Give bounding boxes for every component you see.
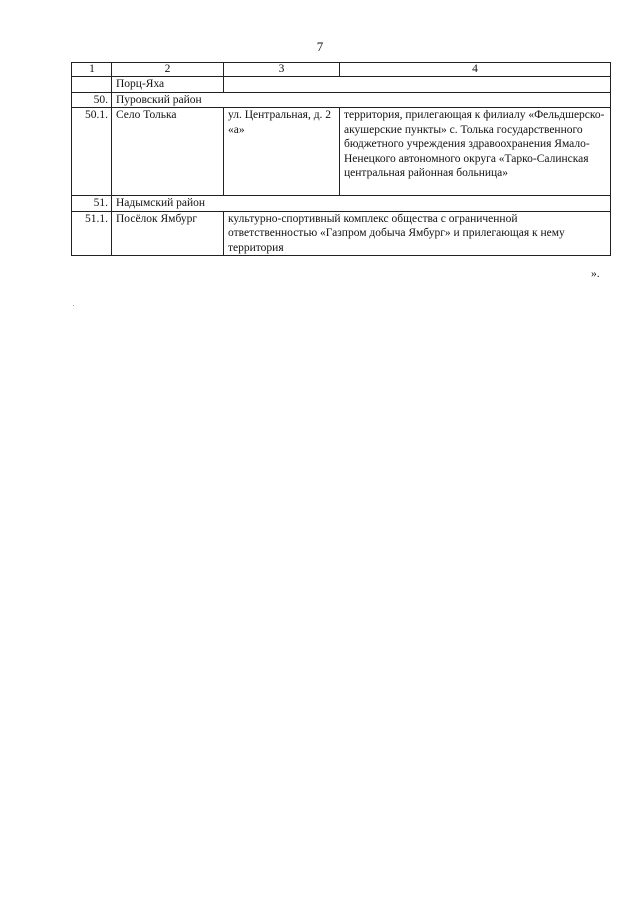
settlement-cell: Порц-Яха bbox=[112, 77, 224, 93]
row-number: 50.1. bbox=[72, 108, 112, 196]
description-cell: культурно-спортивный комплекс общества с ограниченной ответственностью «Газпром добыча Ямбург» и прилегающая к нему территория bbox=[224, 211, 611, 256]
row-number: 51.1. bbox=[72, 211, 112, 256]
table-row bbox=[72, 196, 611, 212]
address-cell bbox=[224, 77, 340, 93]
header-col-2: 2 bbox=[112, 63, 224, 77]
settlement-cell: Село Толька bbox=[112, 108, 224, 196]
header-col-3: 3 bbox=[224, 63, 340, 77]
address-cell: ул. Центральная, д. 2 «а» bbox=[224, 108, 340, 196]
page-number: 7 bbox=[316, 39, 324, 54]
row-number: 51. bbox=[72, 196, 112, 212]
closing-quote-mark: ». bbox=[591, 268, 600, 280]
settlement-cell: Посёлок Ямбург bbox=[112, 211, 224, 256]
scan-speck bbox=[73, 305, 74, 306]
territory-table bbox=[71, 62, 611, 256]
district-cell: Надымский район bbox=[112, 196, 611, 212]
table-header-row bbox=[72, 63, 611, 77]
row-number: 50. bbox=[72, 92, 112, 108]
table-row bbox=[72, 77, 611, 93]
table-row bbox=[72, 108, 611, 196]
header-col-4: 4 bbox=[340, 63, 611, 77]
header-col-1: 1 bbox=[72, 63, 112, 77]
table-row bbox=[72, 92, 611, 108]
row-number bbox=[72, 77, 112, 93]
district-cell: Пуровский район bbox=[112, 92, 611, 108]
description-cell bbox=[340, 77, 611, 93]
description-cell: территория, прилегающая к филиалу «Фельдшерско-акушерские пункты» с. Толька государственного бюджетного учреждения здравоохранения Ямало-Ненецкого автономного округа «Тарко-Салинская центральная районная больница» bbox=[340, 108, 611, 196]
table-row bbox=[72, 211, 611, 256]
